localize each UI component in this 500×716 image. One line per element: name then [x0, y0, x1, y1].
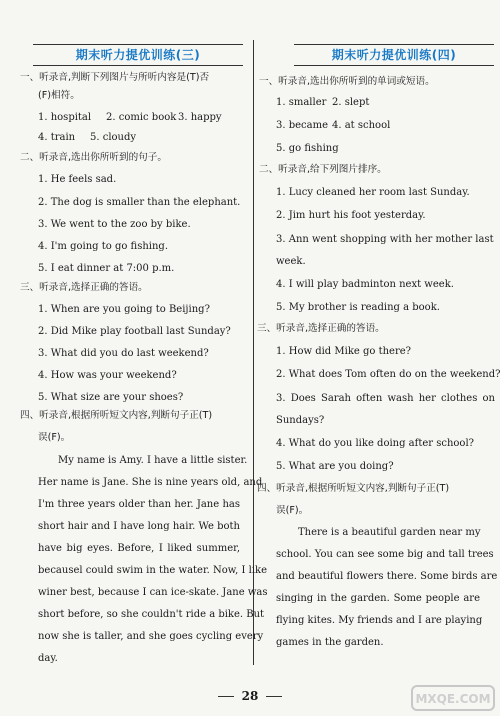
right-q2-heading: 二、听录音,给下列图片排序。 — [259, 164, 387, 175]
left-passage-line: winer best, because I can ice-skate. Jane was — [38, 587, 268, 598]
left-q2-item-1: 1. He feels sad. — [38, 174, 117, 185]
left-q2-item-5: 5. I eat dinner at 7:00 p.m. — [38, 263, 175, 274]
left-passage-line: I'm three years older than her. Jane has — [38, 499, 240, 510]
right-q4-heading-b: 误(F)。 — [276, 505, 309, 516]
watermark-text: MXQE.COM — [415, 692, 491, 706]
left-q1-item-4: 4. train — [38, 132, 76, 143]
left-q2-item-2: 2. The dog is smaller than the elephant. — [38, 197, 241, 208]
left-q3-item-4: 4. How was your weekend? — [38, 370, 177, 381]
right-q1-item-2: 2. slept — [332, 97, 370, 108]
left-q3-heading: 三、听录音,选择正确的答语。 — [20, 282, 148, 293]
right-q3-heading: 三、听录音,选择正确的答语。 — [257, 323, 385, 334]
section-title-left: 期末听力提优训练(三) — [33, 44, 243, 66]
left-passage-line: short hair and I have long hair. We both — [38, 521, 240, 532]
left-passage-line: My name is Amy. I have a little sister. — [58, 455, 248, 466]
left-q4-heading-b: 误(F)。 — [38, 432, 71, 443]
right-q2-item-1: 1. Lucy cleaned her room last Sunday. — [276, 187, 470, 198]
left-q1-heading-a: 一、听录音,判断下列图片与所听内容是(T)否 — [20, 72, 210, 83]
right-q2-item-3-cont: week. — [276, 256, 306, 267]
left-passage-line: day. — [38, 653, 58, 664]
right-q1-heading: 一、听录音,选出你所听到的单词或短语。 — [259, 76, 435, 87]
left-q2-item-4: 4. I'm going to go fishing. — [38, 241, 168, 252]
right-q2-item-3: 3. Ann went shopping with her mother last — [276, 234, 494, 245]
left-passage-line: becausel could swim in the water. Now, I like — [38, 565, 268, 576]
left-q3-item-2: 2. Did Mike play football last Sunday? — [38, 326, 231, 337]
right-passage — [276, 522, 498, 654]
right-q4-heading-a: 四、听录音,根据所听短文内容,判断句子正(T) — [257, 483, 450, 494]
right-q3-item-2: 2. What does Tom often do on the weekend? — [276, 369, 500, 380]
left-q1-heading-b: (F)相符。 — [38, 90, 80, 101]
left-q1-item-1: 1. hospital — [38, 112, 92, 123]
right-q3-item-4: 4. What do you like doing after school? — [276, 438, 475, 449]
right-q3-item-1: 1. How did Mike go there? — [276, 346, 412, 357]
left-q3-item-5: 5. What size are your shoes? — [38, 392, 184, 403]
left-q4-heading-a: 四、听录音,根据所听短文内容,判断句子正(T) — [20, 410, 213, 421]
right-q2-item-2: 2. Jim hurt his foot yesterday. — [276, 210, 426, 221]
right-q1-item-4: 4. at school — [332, 120, 391, 131]
left-q1-item-2: 2. comic book — [106, 112, 177, 123]
left-passage-line: Her name is Jane. She is nine years old, and — [38, 477, 263, 488]
right-passage-line: school. You can see some big and tall trees — [276, 549, 494, 560]
left-passage-line: have big eyes. Before, I liked summer, — [38, 543, 240, 554]
right-q3-item-5: 5. What are you doing? — [276, 461, 394, 472]
right-q1-item-5: 5. go fishing — [276, 143, 339, 154]
left-q2-item-3: 3. We went to the zoo by bike. — [38, 219, 191, 230]
watermark-logo — [410, 684, 496, 712]
page-dash-left — [218, 696, 234, 697]
right-passage-line: singing in the garden. Some people are — [276, 593, 480, 604]
right-q1-item-1: 1. smaller — [276, 97, 327, 108]
right-q1-item-3: 3. became — [276, 120, 329, 131]
right-passage-line: flying kites. My friends and I are playing — [276, 615, 483, 626]
left-q3-item-1: 1. When are you going to Beijing? — [38, 304, 210, 315]
right-q2-item-4: 4. I will play badminton next week. — [276, 279, 454, 290]
right-q2-item-5: 5. My brother is reading a book. — [276, 302, 440, 313]
left-q3-item-3: 3. What did you do last weekend? — [38, 348, 209, 359]
page-number-text: 28 — [241, 689, 259, 703]
left-q1-item-3: 3. happy — [178, 112, 222, 123]
page-dash-right — [266, 696, 282, 697]
watermark-graphic — [410, 684, 496, 712]
right-passage-line: and beautiful flowers there. Some birds are — [276, 571, 498, 582]
right-q3-item-3: 3. Does Sarah often wash her clothes on — [276, 393, 495, 404]
left-passage-line: now she is taller, and she goes cycling every — [38, 631, 264, 642]
left-passage-line: short before, so she couldn't ride a bike. But — [38, 609, 265, 620]
left-passage — [38, 450, 268, 670]
left-q1-item-5: 5. cloudy — [90, 132, 137, 143]
right-passage-line: games in the garden. — [276, 637, 384, 648]
left-q2-heading: 二、听录音,选出你所听到的句子。 — [20, 152, 167, 163]
right-q3-item-3-cont: Sundays? — [276, 415, 325, 426]
section-title-right: 期末听力提优训练(四) — [294, 44, 494, 66]
right-passage-line: There is a beautiful garden near my — [298, 527, 481, 538]
